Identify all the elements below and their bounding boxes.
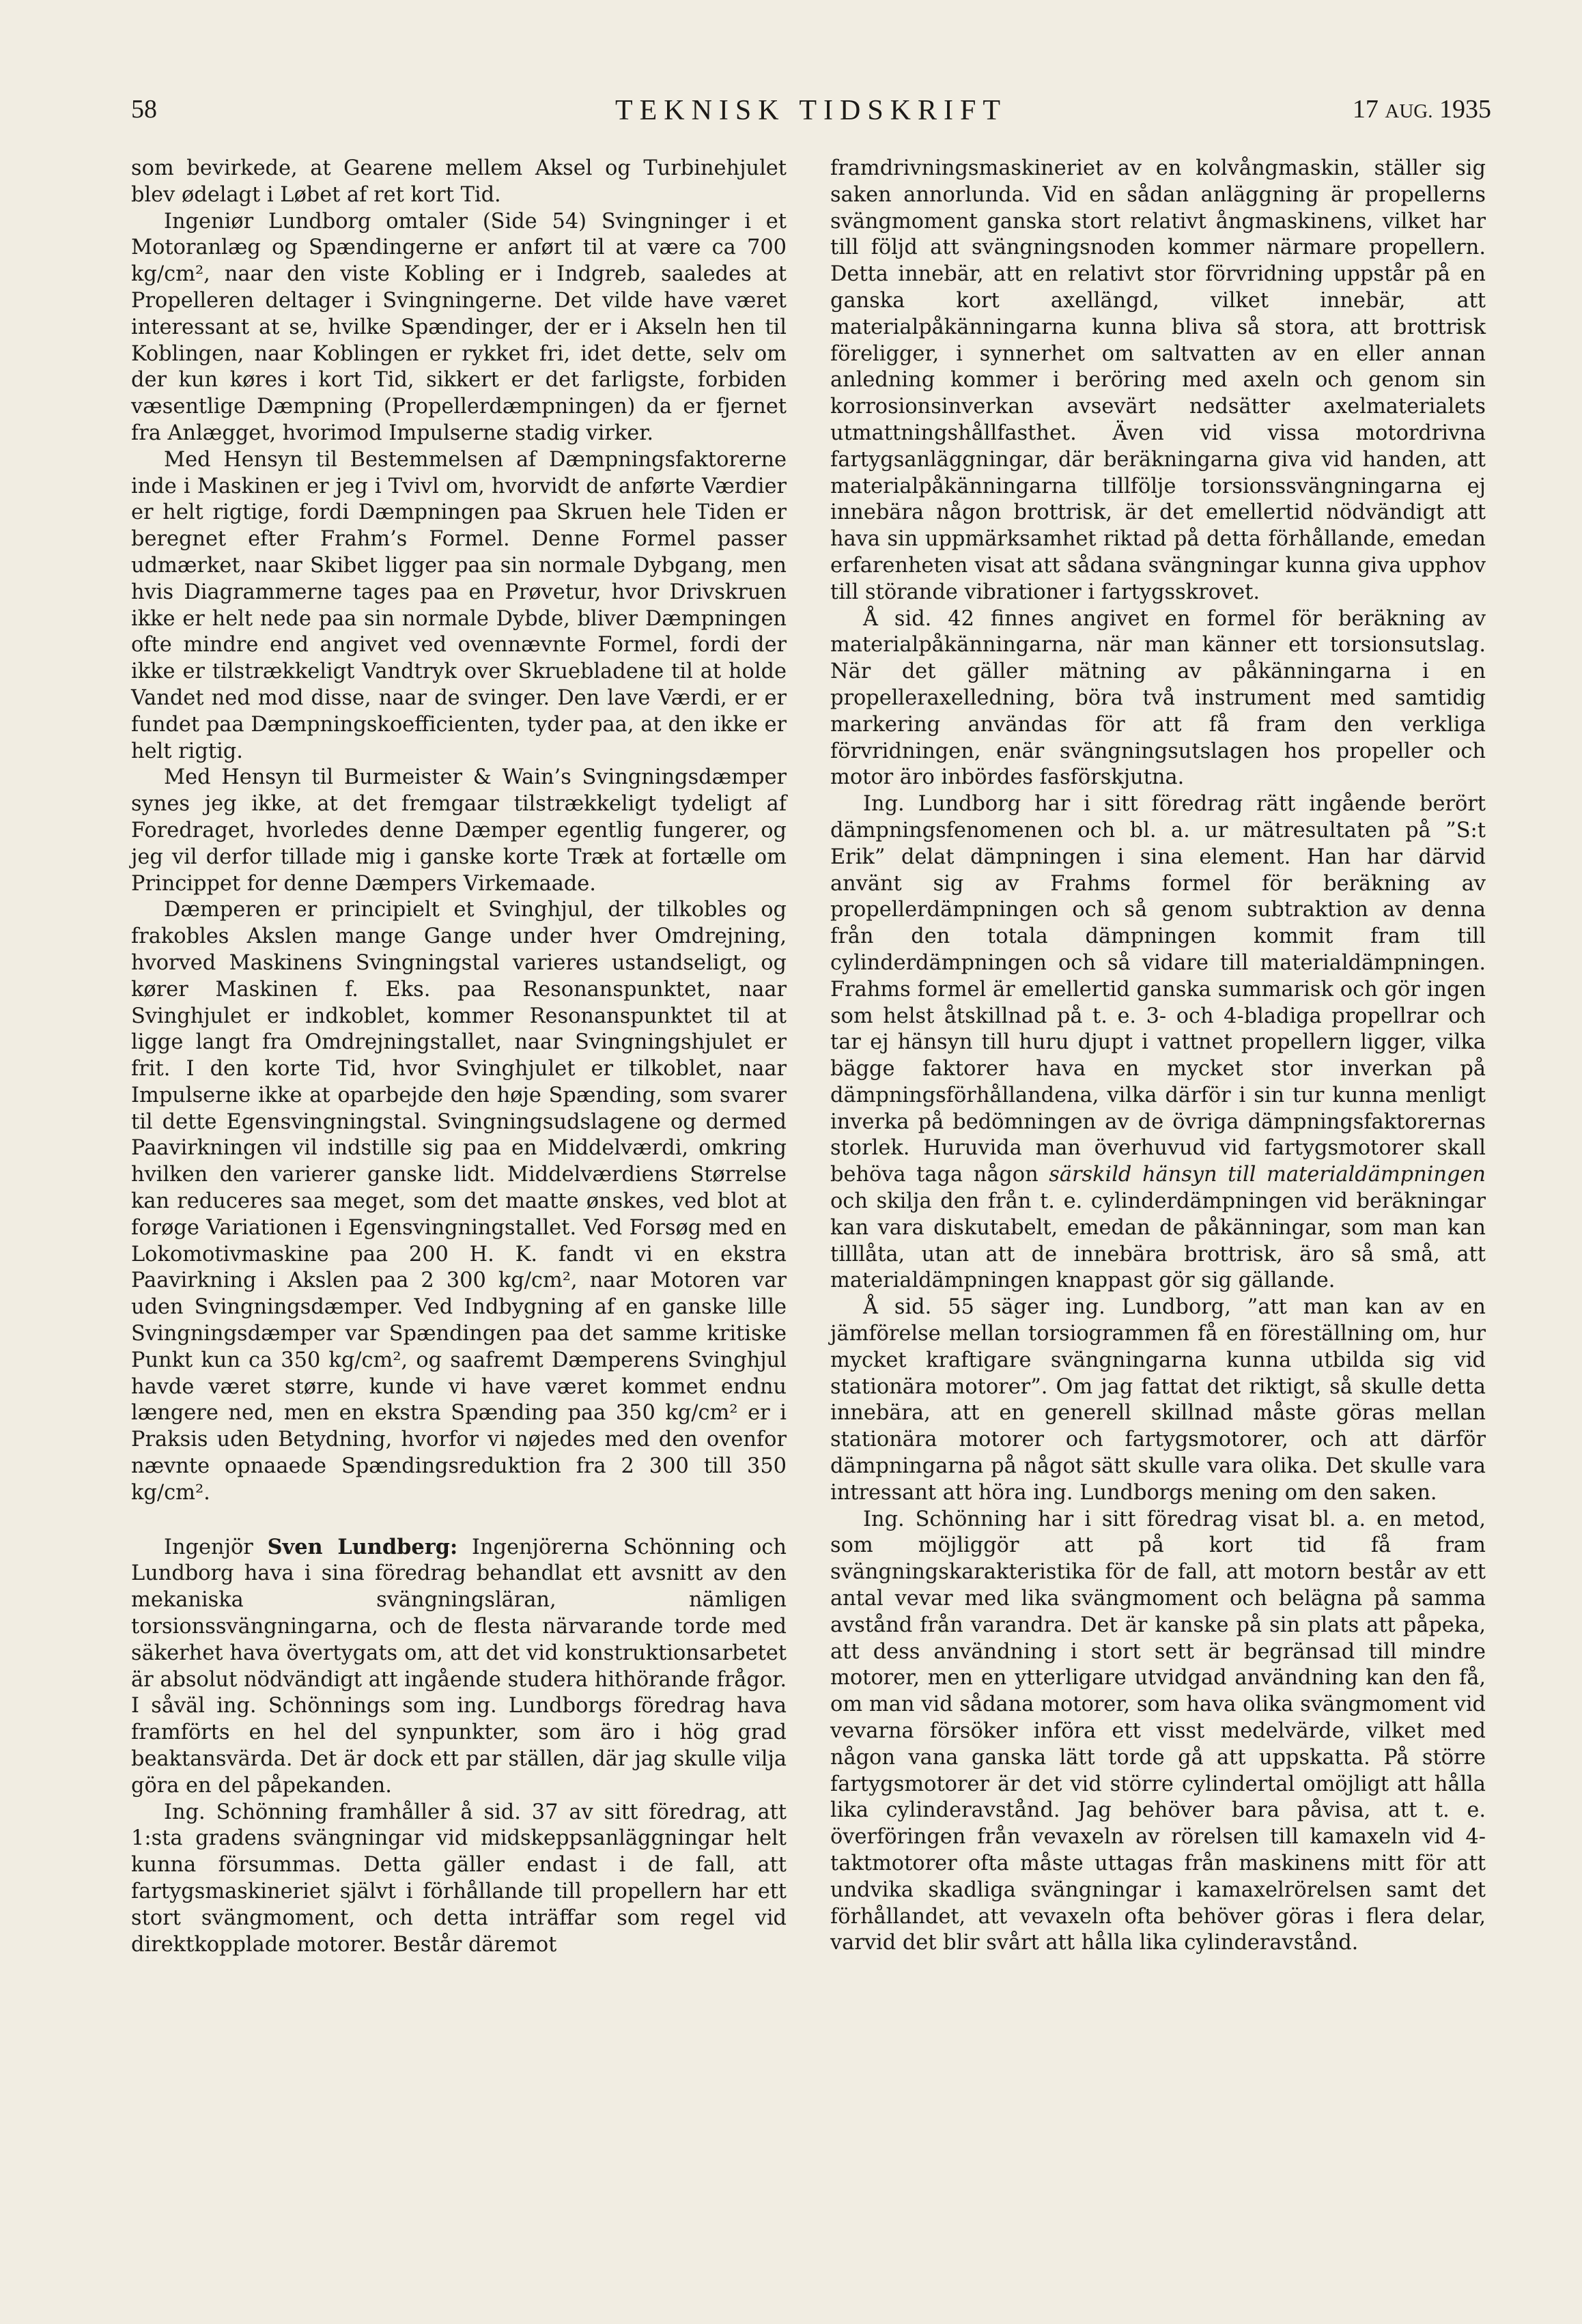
paragraph: Ing. Schönning har i sitt föredrag visat bl. a. en metod, som möjliggör att på kort tid få fram svängningskarakteristika för de fall, att motorn består av ett antal vevar med lika svängmoment och belägna på samma avstånd från varandra. Det är kanske på sin plats att påpeka, att dess användning i stort sett är begränsad till mindre motorer, men en ytterligare utvidgad användning kan den få, om man vid sådana motorer, som hava olika svängmoment vid vevarna försöker införa ett visst medelvärde, vilket med någon vana ganska lätt torde gå att uppskatta. På större fartygsmotorer är det vid större cylindertal omöjligt att hålla lika cylinderavstånd. Jag behöver bara påvisa, att t. e. överföringen från vevaxeln av rörelsen till kamaxeln vid 4-taktmotorer ofta måste uttagas från maskinens mitt för att undvika skadliga svängningar i kamaxelrörelsen samt det förhållandet, att vevaxeln ofta behöver göras i flera delar, varvid det blir svårt att hålla lika cylinderavstånd. <box>830 1507 1486 1955</box>
paragraph: Med Hensyn til Bestemmelsen af Dæmpningsfaktorerne inde i Maskinen er jeg i Tvivl om, hvorvidt de anførte Værdier er helt rigtige, fordi Dæmpningen paa Skruen hele Tiden er beregnet efter Frahm’s Formel. Denne Formel passer udmærket, naar Skibet ligger paa sin normale Dybgang, men hvis Diagrammerne tages paa en Prøvetur, hvor Drivskruen ikke er helt nede paa sin normale Dybde, bliver Dæmpningen ofte mindre end angivet ved ovennævnte Formel, fordi der ikke er tilstrækkeligt Vandtryk over Skruebladene til at holde Vandet ned mod disse, naar de svinger. Den lave Værdi, er er fundet paa Dæmpningskoefficienten, tyder paa, at den ikke er helt rigtig. <box>131 447 787 763</box>
issue-day: 17 <box>1352 95 1379 124</box>
page-header <box>131 94 1491 135</box>
issue-month: AUG. <box>1385 100 1433 122</box>
paragraph: Med Hensyn til Burmeister & Wain’s Svingningsdæmper synes jeg ikke, at det fremgaar tilstrækkeligt tydeligt af Foredraget, hvorledes denne Dæmper egentlig fungerer, og jeg vil derfor tillade mig i ganske korte Træk at fortælle om Princippet for denne Dæmpers Virkemaade. <box>131 765 787 896</box>
left-column <box>131 156 787 1958</box>
paragraph: Ingeniør Lundborg omtaler (Side 54) Svingninger i et Motoranlæg og Spændingerne er anført til at være ca 700 kg/cm², naar den viste Kobling er i Indgreb, saaledes at Propelleren deltager i Svingningerne. Det vilde have været interessant at se, hvilke Spændinger, der er i Akseln hen til Koblingen, naar Koblingen er rykket fri, idet dette, selv om der kun køres i kort Tid, sikkert er det farligste, forbiden væsentlige Dæmpning (Propellerdæmpningen) da er fjernet fra Anlægget, hvorimod Impulserne stadig virker. <box>131 209 787 445</box>
paragraph: framdrivningsmaskineriet av en kolvångmaskin, ställer sig saken annorlunda. Vid en sådan anläggning är propellerns svängmoment ganska stort relativt ångmaskinens, vilket har till följd att svängningsnoden kommer närmare propellern. Detta innebär, att en relativt stor förvridning uppstår på en ganska kort axellängd, vilket innebär, att materialpåkänningarna kunna bliva så stora, att brottrisk föreligger, i synnerhet om saltvatten av en eller annan anledning kommer i beröring med axeln och genom sin korrosionsinverkan avsevärt nedsätter axelmaterialets utmattningshållfasthet. Även vid vissa motordrivna fartygsanläggningar, där beräkningarna giva vid handen, att materialpåkänningarna tillfölje torsionssvängningarna ej innebära någon brottrisk, är det emellertid nödvändigt att hava sin uppmärksamhet riktad på detta förhållande, emedan erfarenheten visat att sådana svängningar kunna giva upphov till störande vibrationer i fartygsskrovet. <box>830 156 1486 604</box>
paragraph-text: Ing. Lundborg har i sitt föredrag rätt ingående berört dämpningsfenomenen och bl. a. ur mätresultaten på ”S:t Erik” delat dämpningen i sina element. Han har därvid använt sig av Frahms formel för beräkning av propellerdämpningen och så genom subtraktion av denna från den totala dämpningen kommit fram till cylinderdämpningen och så vidare till materialdämpningen. Frahms formel är emellertid ganska summarisk och gör ingen som helst åtskillnad på t. e. 3- och 4-bladiga propellrar och tar ej hänsyn till huru djupt i vattnet propellern ligger, vilka bägge faktorer hava en mycket stor inverkan på dämpningsförhållandena, vilka därför i sin tur kunna menligt inverka på bedömningen av de övriga dämpningsfaktorernas storlek. Huruvida man överhuvud vid fartygsmotorer skall behöva taga någon <box>830 792 1486 1187</box>
paragraph-text: Ingenjörerna Schönning och Lundborg hava i sina föredrag behandlat ett avsnitt av den mekaniska svängningsläran, nämligen torsionssvängningarna, och de flesta närvarande torde med säkerhet hava övertygats om, att det vid konstruktionsarbetet är absolut nödvändigt att ingående studera hithörande frågor. I såväl ing. Schönnings som ing. Lundborgs föredrag hava framförts en hel del synpunkter, som äro i hög grad beaktansvärda. Det är dock ett par ställen, där jag skulle vilja göra en del påpekanden. <box>131 1535 787 1798</box>
speaker-title: Ingenjör <box>164 1535 253 1559</box>
right-column <box>830 156 1486 1957</box>
journal-title: TEKNISK TIDSKRIFT <box>615 95 1008 126</box>
paragraph <box>830 791 1486 1294</box>
page-number: 58 <box>131 95 157 124</box>
paragraph-lundberg <box>131 1534 787 1800</box>
issue-date <box>1353 94 1491 124</box>
speaker-name: Sven Lundberg: <box>267 1534 458 1559</box>
paragraph: Å sid. 55 säger ing. Lundborg, ”att man kan av en jämförelse mellan torsiogrammen få en föreställning om, hur mycket kraftigare svängningarna kunna utbilda sig vid stationära motorer”. Om jag fattat det riktigt, så skulle detta innebära, att en generell skillnad måste göras mellan stationära motorer och fartygsmotorer, och att därför dämpningarna på något sätt skulle vara olika. Det skulle vara intressant att höra ing. Lundborgs mening om den saken. <box>830 1295 1486 1505</box>
italic-emphasis: särskild hänsyn till materialdämpningen <box>1049 1163 1486 1187</box>
paragraph-text: och skilja den från t. e. cylinderdämpningen vid beräkningar kan vara diskutabelt, emedan de påkänningar, som man kan tilllåta, utan att de innebära brottrisk, äro så små, att materialdämpningen knappast gör sig gällande. <box>830 1189 1486 1293</box>
paragraph: som bevirkede, at Gearene mellem Aksel og Turbinehjulet blev ødelagt i Løbet af ret kort Tid. <box>131 156 787 207</box>
issue-year: 1935 <box>1439 95 1491 124</box>
paragraph: Ing. Schönning framhåller å sid. 37 av sitt föredrag, att 1:sta gradens svängningar vid midskeppsanläggningar helt kunna försummas. Detta gäller endast i de fall, att fartygsmaskineriet självt i förhållande till propellern har ett stort svängmoment, och detta inträffar som regel vid direktkopplade motorer. Består däremot <box>131 1800 787 1957</box>
paragraph: Å sid. 42 finnes angivet en formel för beräkning av materialpåkänningarna, när man känner ett torsionsutslag. När det gäller mätning av påkänningarna i en propelleraxelledning, böra två instrument med samtidig markering användas för att få fram den verkliga förvridningen, enär svängningsutslagen hos propeller och motor äro inbördes fasförskjutna. <box>830 606 1486 790</box>
paragraph: Dæmperen er principielt et Svinghjul, der tilkobles og frakobles Akslen mange Gange under hver Omdrejning, hvorved Maskinens Svingningstal varieres ustandseligt, og kører Maskinen f. Eks. paa Resonanspunktet, naar Svinghjulet er indkoblet, kommer Resonanspunktet til at ligge langt fra Omdrejningstallet, naar Svingningshjulet er frit. I den korte Tid, hvor Svinghjulet er tilkoblet, naar Impulserne ikke at oparbejde den høje Spænding, som svarer til dette Egensvingningstal. Svingningsudslagene og dermed Paavirkningen vil indstille sig paa en Middelværdi, omkring hvilken den varierer ganske lidt. Middelværdiens Størrelse kan reduceres saa meget, som det maatte ønskes, ved blot at forøge Variationen i Egensvingningstallet. Ved Forsøg med en Lokomotivmaskine paa 200 H. K. fandt vi en ekstra Paavirkning i Akslen paa 2 300 kg/cm², naar Motoren var uden Svingningsdæmper. Ved Indbygning af en ganske lille Svingningsdæmper var Spændingen paa det samme kritiske Punkt kun ca 350 kg/cm², og saafremt Dæmperens Svinghjul havde været større, kunde vi have været kommet endnu længere ned, men en ekstra Spænding paa 350 kg/cm² er i Praksis uden Betydning, hvorfor vi nøjedes med den ovenfor nævnte opnaaede Spændingsreduktion fra 2 300 till 350 kg/cm². <box>131 898 787 1505</box>
